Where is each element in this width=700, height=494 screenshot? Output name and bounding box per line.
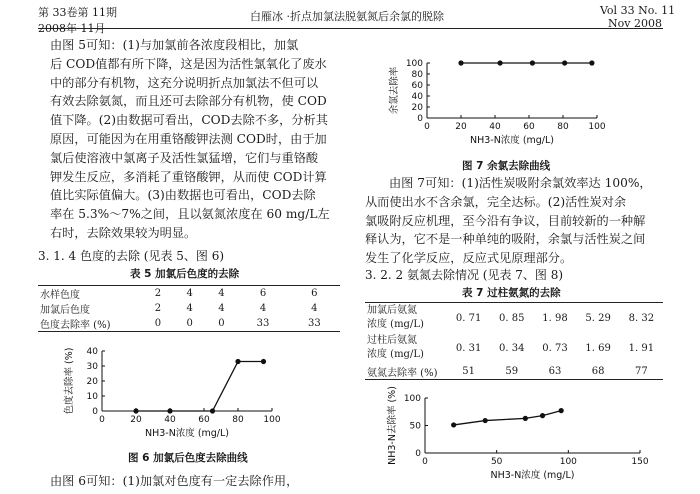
row-label: 色度去除率 (%) <box>40 320 111 331</box>
y-axis-label: 余氯去除率 <box>389 66 400 115</box>
y-tick-label: 10 <box>86 392 98 402</box>
cell: 4 <box>259 303 267 314</box>
text-line: 值比实际值偏大。(3)由数据也可看出，COD去除 <box>50 188 316 203</box>
cell: 77 <box>635 365 648 377</box>
cell: 1. 98 <box>542 312 568 324</box>
x-tick-label: 20 <box>455 122 467 132</box>
text-line: 中的部分有机物，这充分说明折点加氯法不但可以 <box>50 75 319 90</box>
y-tick-label: 80 <box>411 70 423 80</box>
data-point <box>540 413 545 418</box>
x-tick-label: 40 <box>164 415 176 425</box>
data-point <box>261 359 266 364</box>
cell: 0 <box>218 318 225 329</box>
cell: 4 <box>186 288 193 299</box>
fig7-chart <box>365 40 635 148</box>
table7-caption: 表 7 过柱氨氮的去除 <box>462 287 561 299</box>
text-line: 发生了化学反应，反应式见原理部分。 <box>365 251 573 266</box>
data-point <box>589 60 594 65</box>
row-label-line: 加氯后氨氮 <box>367 305 417 316</box>
x-tick-label: 80 <box>557 122 569 132</box>
header-left <box>38 4 117 36</box>
journal-date: 2008年 11月 <box>38 22 106 35</box>
data-point <box>498 60 503 65</box>
data-point <box>167 408 172 413</box>
cell: 0. 31 <box>455 342 482 354</box>
x-tick-label: 60 <box>523 122 535 132</box>
running-title: 白雁冰 ·折点加氯法脱氨氮后余氯的脱除 <box>250 10 444 23</box>
text-line: 释认为，它不是一种单纯的吸附，余氯与活性炭之间 <box>365 232 646 247</box>
x-tick-label: 0 <box>422 457 428 467</box>
x-tick-label: 60 <box>198 415 210 425</box>
cell: 0 <box>154 318 162 329</box>
cell: 33 <box>256 318 270 329</box>
table-row <box>365 363 663 380</box>
table7 <box>365 302 663 380</box>
y-tick-label: 100 <box>403 394 421 404</box>
y-tick-label: 30 <box>86 362 98 372</box>
x-tick-label: 100 <box>588 122 606 132</box>
y-tick-label: 40 <box>411 92 423 102</box>
row-label: 加氯后色度 <box>40 305 90 316</box>
row-label-line: 过柱后氨氮 <box>367 335 417 346</box>
table-row <box>365 303 663 334</box>
table-row <box>365 333 663 363</box>
data-point <box>523 416 528 421</box>
cell: 1. 91 <box>628 342 655 354</box>
text-line: 由图 6可知：(1)加氯对色度有一定去除作用， <box>50 474 299 488</box>
x-tick-label: 40 <box>489 122 501 132</box>
text-line: 由图 5可知：(1)与加氯前各浓度段相比，加氯 <box>50 38 299 52</box>
text-line: 氯吸附反应机理，至今沿有争议，目前较新的一种解 <box>365 213 646 228</box>
y-tick-label: 0 <box>417 114 423 124</box>
text-line: 有效去除氨氮，而且还可去除部分有机物，使 COD <box>50 94 327 109</box>
text-line: 原因，可能因为在用重铬酸钾法测 COD时，由于加 <box>50 131 327 146</box>
row-label <box>365 303 447 334</box>
data-point <box>210 408 215 413</box>
data-point <box>562 60 567 65</box>
cell: 6 <box>259 288 267 299</box>
x-axis-label: NH3-N浓度 (mg/L) <box>144 428 230 439</box>
y-tick-label: 0 <box>92 407 98 417</box>
x-tick-label: 20 <box>130 415 142 425</box>
series-line <box>454 411 562 425</box>
data-point <box>133 408 138 413</box>
table5 <box>38 285 340 332</box>
fig7-caption: 图 7 余氯去除曲线 <box>462 160 551 172</box>
x-tick-label: 50 <box>490 457 503 467</box>
cell: 2 <box>154 288 162 299</box>
cell: 5. 29 <box>585 312 611 324</box>
x-tick-label: 0 <box>99 415 105 425</box>
text-line: 钾发生反应，多消耗了重铬酸钾，从而使 COD计算 <box>50 169 327 184</box>
table-row <box>38 316 340 332</box>
header-right <box>600 4 676 30</box>
row-label-line: 浓度 (mg/L) <box>367 349 424 360</box>
cell: 8. 32 <box>628 312 655 324</box>
x-axis-label: NH3-N浓度 (mg/L) <box>490 470 575 481</box>
text-line: 率在 5.3%～7%之间，且以氨氮浓度在 60 mg/L左 <box>50 207 330 222</box>
table-row <box>38 301 340 316</box>
series-line <box>136 362 264 412</box>
cell: 59 <box>505 365 519 377</box>
y-tick-label: 50 <box>409 421 421 432</box>
cell: 33 <box>307 318 321 329</box>
row-label-line: 浓度 (mg/L) <box>367 319 424 330</box>
data-point <box>451 422 456 427</box>
fig6-chart <box>40 335 340 443</box>
fig6-caption: 图 6 加氯后色度去除曲线 <box>128 452 248 464</box>
section-heading-3-2-2: 3. 2. 2 氨氮去除情况 (见表 7、图 8) <box>365 268 564 282</box>
data-point <box>235 359 240 364</box>
y-tick-label: 60 <box>411 81 423 91</box>
text-line: 由图 7可知：(1)活性炭吸附余氯效率达 100%， <box>389 176 652 190</box>
cell: 1. 69 <box>585 342 611 354</box>
x-tick-label: 100 <box>263 415 281 425</box>
y-tick-label: 20 <box>86 377 98 387</box>
table5-caption: 表 5 加氯后色度的去除 <box>130 268 240 280</box>
cell: 4 <box>311 303 318 314</box>
y-axis-label: 色度去除率 (%) <box>64 347 75 415</box>
cell: 4 <box>218 303 225 314</box>
x-tick-label: 0 <box>424 122 430 132</box>
cell: 51 <box>462 365 475 377</box>
table-row <box>38 286 340 302</box>
cell: 0. 73 <box>542 342 568 354</box>
paragraph-fig7-discussion <box>365 174 665 268</box>
text-line: 值下降。(2)由数据可看出，COD去除不多，分析其 <box>50 113 328 128</box>
header-rule <box>38 28 663 29</box>
section-heading-3-1-4: 3. 1. 4 色度的去除 (见表 5、图 6) <box>38 249 225 263</box>
x-tick-label: 80 <box>232 415 244 425</box>
cell: 0. 71 <box>455 312 482 324</box>
x-tick-label: 100 <box>559 457 577 467</box>
y-tick-label: 100 <box>405 59 423 69</box>
y-tick-label: 0 <box>415 449 421 459</box>
row-label: 氨氮去除率 (%) <box>367 367 438 379</box>
data-point <box>530 60 535 65</box>
journal-date-en: Nov 2008 <box>608 17 662 30</box>
cell: 0. 34 <box>499 342 525 354</box>
paragraph-fig5-discussion <box>50 36 340 243</box>
cell: 0 <box>186 318 193 329</box>
text-line: 后 COD值都有所下降，这是因为活性氯氧化了废水 <box>50 56 327 71</box>
row-label <box>365 333 447 363</box>
y-axis-label: NH3-N去除率 (%) <box>387 386 398 465</box>
data-point <box>483 418 488 423</box>
fig8-chart <box>365 385 665 490</box>
journal-volume: 第 33卷第 11期 <box>38 6 117 19</box>
cell: 2 <box>154 303 162 314</box>
data-point <box>559 408 564 413</box>
cell: 63 <box>548 365 562 377</box>
y-tick-label: 40 <box>86 347 98 357</box>
data-point <box>458 60 463 65</box>
paragraph-fig6-start <box>50 472 340 491</box>
x-axis-label: NH3-N浓度 (mg/L) <box>469 135 555 146</box>
y-tick-label: 20 <box>411 103 423 113</box>
journal-volume-en: Vol 33 No. 11 <box>600 4 676 17</box>
text-line: 右时，去除效果较为明显。 <box>50 225 197 240</box>
text-line: 从而使出水不含余氯，完全达标。(2)活性炭对余 <box>365 194 627 209</box>
cell: 4 <box>218 288 225 299</box>
row-label: 水样色度 <box>40 290 80 301</box>
cell: 6 <box>311 288 318 299</box>
cell: 0. 85 <box>499 312 525 324</box>
cell: 4 <box>186 303 193 314</box>
x-tick-label: 150 <box>631 457 649 467</box>
text-line: 氯后使溶液中氯离子及活性氯猛增，它们与重铬酸 <box>50 150 319 165</box>
cell: 68 <box>591 365 605 377</box>
